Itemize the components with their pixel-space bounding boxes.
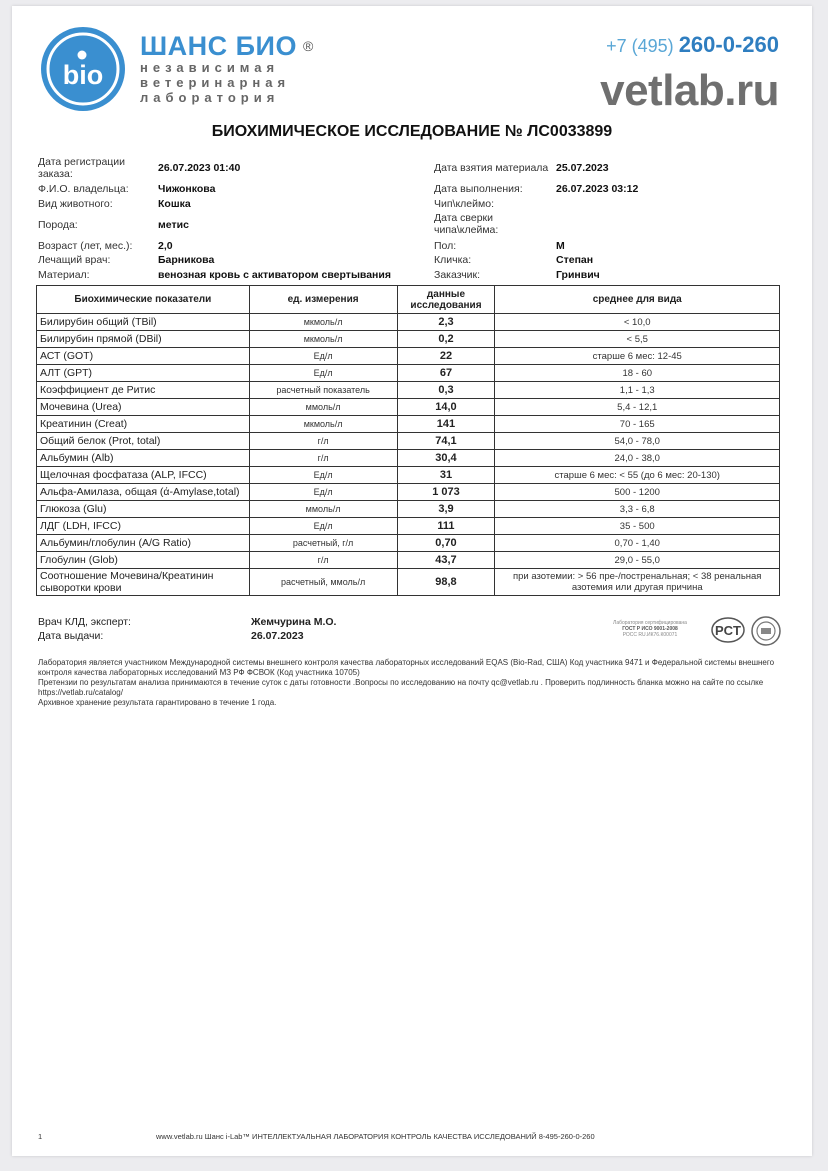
brand-name: [140, 32, 314, 60]
indicator-name: Альбумин (Alb): [37, 450, 250, 467]
note-line: Архивное хранение результата гарантировано в течение 1 года.: [38, 698, 277, 707]
info-value: М: [556, 240, 565, 252]
indicator-name: Общий белок (Prot, total): [37, 433, 250, 450]
info-value: 25.07.2023: [556, 162, 609, 174]
reference-range: 1,1 - 1,3: [495, 382, 780, 399]
reference-range: 18 - 60: [495, 365, 780, 382]
page-number: 1: [38, 1132, 43, 1141]
unit-cell: Ед/л: [249, 365, 397, 382]
rst-mark-icon: [711, 617, 745, 643]
indicator-name: Билирубин общий (TBil): [37, 314, 250, 331]
result-value: 141: [397, 416, 495, 433]
indicator-name: Мочевина (Urea): [37, 399, 250, 416]
reference-range: 5,4 - 12,1: [495, 399, 780, 416]
info-label: Порода:: [38, 219, 78, 231]
table-header-row: [37, 286, 780, 314]
info-value: 26.07.2023 03:12: [556, 183, 639, 195]
result-value: 0,70: [397, 535, 495, 552]
table-row: [37, 569, 780, 596]
result-value: 3,9: [397, 501, 495, 518]
table-row: [37, 314, 780, 331]
reference-range: 70 - 165: [495, 416, 780, 433]
reference-range: старше 6 мес: < 55 (до 6 мес: 20-130): [495, 467, 780, 484]
indicator-name: АСТ (GOT): [37, 348, 250, 365]
unit-cell: ммоль/л: [249, 501, 397, 518]
unit-cell: расчетный показатель: [249, 382, 397, 399]
note-line: Претензии по результатам анализа принимаются в течение суток с даты готовности .Вопросы по исследованию на почту qc@vetlab.ru . Проверить подлинность бланка можно на сайте по ссылке https://vetlab.ru/catalog/: [38, 678, 764, 697]
result-value: 0,2: [397, 331, 495, 348]
table-row: [37, 484, 780, 501]
table-row: [37, 433, 780, 450]
report-page: [12, 6, 812, 1156]
reference-range: 3,3 - 6,8: [495, 501, 780, 518]
indicator-name: Глюкоза (Glu): [37, 501, 250, 518]
reference-range: < 10,0: [495, 314, 780, 331]
table-row: [37, 331, 780, 348]
result-value: 1 073: [397, 484, 495, 501]
info-label: Вид животного:: [38, 198, 113, 210]
column-header-unit: ед. измерения: [249, 286, 397, 314]
info-value: 2,0: [158, 240, 173, 252]
unit-cell: Ед/л: [249, 467, 397, 484]
result-value: 67: [397, 365, 495, 382]
table-row: [37, 467, 780, 484]
indicator-name: ЛДГ (LDH, IFCC): [37, 518, 250, 535]
info-label: Кличка:: [434, 254, 472, 266]
info-label: Дата сверки чипа\клейма:: [434, 212, 499, 236]
table-row: [37, 535, 780, 552]
table-row: [37, 501, 780, 518]
footer-text: www.vetlab.ru Шанс i-Lab™ ИНТЕЛЛЕКТУАЛЬНАЯ ЛАБОРАТОРИЯ КОНТРОЛЬ КАЧЕСТВА ИССЛЕДОВАНИЙ 8-495-260-0-260: [156, 1132, 595, 1141]
info-value: 26.07.2023 01:40: [158, 162, 241, 174]
doctor-name: Жемчурина М.О.: [251, 616, 337, 628]
info-value: Чижонкова: [158, 183, 216, 195]
doctor-label: Врач КЛД, эксперт:: [38, 616, 131, 628]
website: vetlab.ru: [600, 66, 779, 115]
brand-subtitle-3: лаборатория: [140, 90, 280, 105]
reference-range: 54,0 - 78,0: [495, 433, 780, 450]
reference-range: 500 - 1200: [495, 484, 780, 501]
unit-cell: г/л: [249, 552, 397, 569]
table-row: [37, 416, 780, 433]
indicator-name: Коэффициент де Ритис: [37, 382, 250, 399]
info-label: Дата взятия материала: [434, 162, 549, 174]
unit-cell: Ед/л: [249, 518, 397, 535]
unit-cell: расчетный, г/л: [249, 535, 397, 552]
reference-range: 35 - 500: [495, 518, 780, 535]
unit-cell: ммоль/л: [249, 399, 397, 416]
certification-text: [595, 620, 705, 638]
info-value: метис: [158, 219, 189, 231]
indicator-name: Креатинин (Creat): [37, 416, 250, 433]
note-line: Лаборатория является участником Международной системы внешнего контроля качества лабораторных исследований EQAS (Bio-Rad, США) Код участника 9471 и Федеральной системы внешнего контроля качества лабораторных исследований МЗ РФ ФСВОК (Код участника 10705): [38, 658, 775, 677]
disclaimer-notes: [38, 658, 788, 708]
table-row: [37, 399, 780, 416]
result-value: 43,7: [397, 552, 495, 569]
indicator-name: АЛТ (GPT): [37, 365, 250, 382]
registered-mark: ®: [302, 38, 314, 54]
table-row: [37, 348, 780, 365]
indicator-name: Глобулин (Glob): [37, 552, 250, 569]
info-value: Гринвич: [556, 269, 600, 281]
unit-cell: Ед/л: [249, 348, 397, 365]
document-title: БИОХИМИЧЕСКОЕ ИССЛЕДОВАНИЕ № ЛС0033899: [211, 123, 613, 140]
rst-mark-text: PCT: [715, 623, 741, 638]
result-value: 98,8: [397, 569, 495, 596]
cert-line-2: ГОСТ Р ИСО 9001-2008: [622, 626, 678, 632]
info-label: Лечащий врач:: [38, 254, 111, 266]
info-left: [38, 156, 418, 286]
brand-subtitle-2: ветеринарная: [140, 75, 291, 90]
info-label: Пол:: [434, 240, 457, 252]
info-value: Барникова: [158, 254, 215, 266]
column-header-reference: среднее для вида: [495, 286, 780, 314]
cert-line-3: РОСС RU.ИК76.К00071: [622, 632, 678, 638]
cert-line-1: Лаборатория сертифицирована: [613, 620, 687, 626]
table-row: [37, 365, 780, 382]
info-value: венозная кровь с активатором свертывания: [158, 269, 391, 281]
result-value: 0,3: [397, 382, 495, 399]
reference-range: 29,0 - 55,0: [495, 552, 780, 569]
unit-cell: г/л: [249, 450, 397, 467]
results-table: [36, 285, 780, 596]
phone-prefix: +7 (495): [606, 36, 674, 56]
result-value: 14,0: [397, 399, 495, 416]
unit-cell: Ед/л: [249, 484, 397, 501]
info-label: Возраст (лет, мес.):: [38, 240, 133, 252]
result-value: 31: [397, 467, 495, 484]
indicator-name: Соотношение Мочевина/Креатинин сыворотки крови: [37, 569, 250, 596]
table-row: [37, 382, 780, 399]
issue-date-label: Дата выдачи:: [38, 630, 104, 642]
logo-text: bio: [62, 60, 104, 90]
info-label: Дата выполнения:: [434, 183, 523, 195]
brand-subtitle-1: независимая: [140, 60, 280, 75]
iso-seal-icon: [751, 616, 781, 646]
brand-block: [140, 32, 314, 105]
info-label: Ф.И.О. владельца:: [38, 183, 129, 195]
phone-number: [606, 32, 779, 58]
column-header-result: данные исследования: [397, 286, 495, 314]
info-label: Заказчик:: [434, 269, 481, 281]
indicator-name: Альбумин/глобулин (A/G Ratio): [37, 535, 250, 552]
table-row: [37, 552, 780, 569]
result-value: 30,4: [397, 450, 495, 467]
info-value: Степан: [556, 254, 594, 266]
result-value: 74,1: [397, 433, 495, 450]
table-row: [37, 518, 780, 535]
info-label: Материал:: [38, 269, 90, 281]
unit-cell: мкмоль/л: [249, 331, 397, 348]
indicator-name: Альфа-Амилаза, общая (ά-Amylase,total): [37, 484, 250, 501]
unit-cell: мкмоль/л: [249, 314, 397, 331]
info-label: Чип\клеймо:: [434, 198, 494, 210]
bio-logo-icon: [40, 26, 126, 112]
brand-name-text: ШАНС БИО: [140, 31, 297, 61]
certification-block: [595, 616, 785, 646]
reference-range: 24,0 - 38,0: [495, 450, 780, 467]
indicator-name: Билирубин прямой (DBil): [37, 331, 250, 348]
info-label: Дата регистрации заказа:: [38, 156, 126, 180]
unit-cell: г/л: [249, 433, 397, 450]
info-right: [434, 156, 794, 286]
info-value: Кошка: [158, 198, 191, 210]
result-value: 111: [397, 518, 495, 535]
reference-range: < 5,5: [495, 331, 780, 348]
indicator-name: Щелочная фосфатаза (ALP, IFCC): [37, 467, 250, 484]
reference-range: при азотемии: > 56 пре-/постренальная; < 38 ренальная азотемия или другая причина: [495, 569, 780, 596]
result-value: 2,3: [397, 314, 495, 331]
signature-block: [38, 616, 438, 646]
result-value: 22: [397, 348, 495, 365]
table-row: [37, 450, 780, 467]
column-header-indicator: Биохимические показатели: [37, 286, 250, 314]
unit-cell: расчетный, ммоль/л: [249, 569, 397, 596]
phone-main: 260-0-260: [678, 32, 779, 57]
reference-range: 0,70 - 1,40: [495, 535, 780, 552]
reference-range: старше 6 мес: 12-45: [495, 348, 780, 365]
unit-cell: мкмоль/л: [249, 416, 397, 433]
issue-date: 26.07.2023: [251, 630, 304, 642]
